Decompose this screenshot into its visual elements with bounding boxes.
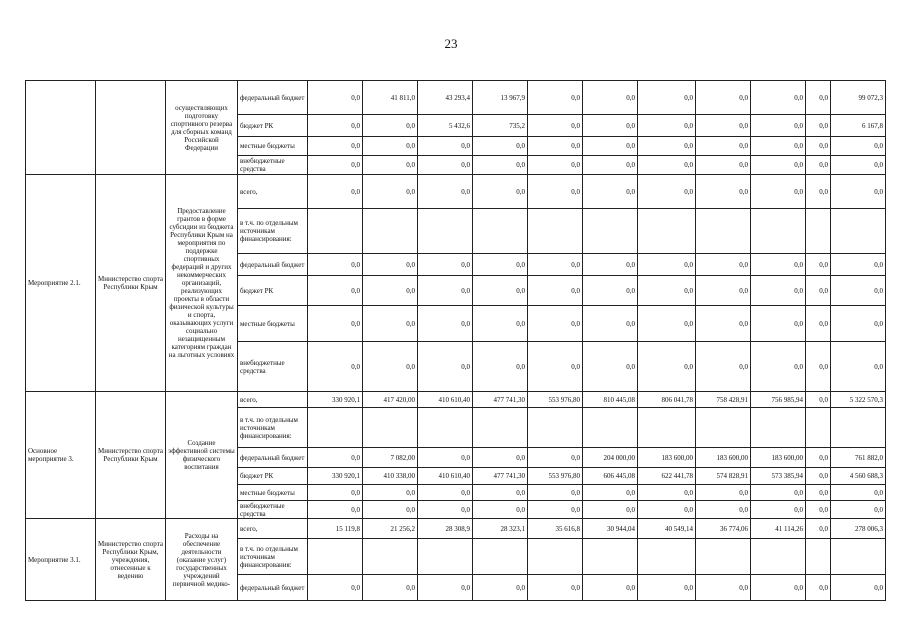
amount-cell: 0,0 (308, 156, 363, 175)
amount-cell (751, 408, 806, 448)
total-value-cell: 0,0 (831, 306, 886, 342)
amount-cell: 0,0 (473, 175, 528, 209)
amount-cell: 0,0 (418, 342, 473, 392)
amount-cell: 0,0 (418, 501, 473, 519)
amount-cell: 0,0 (308, 276, 363, 306)
total-value-cell: 0,0 (831, 156, 886, 175)
total-value-cell: 6 167,8 (831, 115, 886, 137)
funding-source-cell: федеральный бюджет (238, 254, 308, 276)
amount-cell: 0,0 (638, 81, 696, 115)
amount-cell: 0,0 (308, 137, 363, 156)
amount-cell: 0,0 (583, 115, 638, 137)
amount-cell (696, 209, 751, 254)
executor-cell: Министерство спорта Республики Крым, учреждения, отнесенные к ведению (96, 519, 166, 601)
amount-cell: 0,0 (528, 254, 583, 276)
amount-cell: 735,2 (473, 115, 528, 137)
amount-cell: 0,0 (418, 306, 473, 342)
amount-cell: 410 610,40 (418, 468, 473, 485)
amount-cell: 15 119,8 (308, 519, 363, 539)
total-value-cell (831, 408, 886, 448)
budget-table (25, 80, 886, 601)
funding-source-cell: местные бюджеты (238, 137, 308, 156)
amount-cell (638, 408, 696, 448)
amount-cell: 0,0 (638, 342, 696, 392)
amount-cell: 0,0 (583, 254, 638, 276)
amount-cell: 0,0 (308, 485, 363, 501)
amount-cell: 0,0 (308, 448, 363, 468)
amount-cell: 0,0 (806, 81, 831, 115)
amount-cell: 0,0 (696, 115, 751, 137)
funding-source-cell: федеральный бюджет (238, 448, 308, 468)
amount-cell: 0,0 (806, 501, 831, 519)
amount-cell: 574 828,91 (696, 468, 751, 485)
amount-cell: 0,0 (806, 392, 831, 408)
amount-cell: 0,0 (751, 175, 806, 209)
amount-cell: 0,0 (473, 306, 528, 342)
amount-cell (473, 209, 528, 254)
funding-source-cell: в т.ч. по отдельным источникам финансирования: (238, 408, 308, 448)
amount-cell: 0,0 (806, 485, 831, 501)
amount-cell: 0,0 (363, 254, 418, 276)
amount-cell: 0,0 (473, 448, 528, 468)
amount-cell: 0,0 (528, 115, 583, 137)
amount-cell: 0,0 (473, 575, 528, 601)
total-value-cell: 0,0 (831, 137, 886, 156)
total-value-cell (831, 209, 886, 254)
funding-source-cell: местные бюджеты (238, 306, 308, 342)
amount-cell: 0,0 (751, 575, 806, 601)
event-name-cell: Мероприятие 2.1. (26, 175, 96, 392)
amount-cell: 0,0 (528, 276, 583, 306)
amount-cell (418, 408, 473, 448)
amount-cell (583, 408, 638, 448)
amount-cell: 0,0 (638, 575, 696, 601)
table-row (26, 519, 886, 539)
amount-cell: 0,0 (308, 501, 363, 519)
amount-cell: 0,0 (751, 501, 806, 519)
total-value-cell: 0,0 (831, 575, 886, 601)
amount-cell: 0,0 (696, 575, 751, 601)
amount-cell (638, 539, 696, 575)
funding-source-cell: всего, (238, 392, 308, 408)
amount-cell: 40 549,14 (638, 519, 696, 539)
amount-cell: 0,0 (751, 115, 806, 137)
amount-cell: 0,0 (638, 254, 696, 276)
amount-cell: 0,0 (363, 485, 418, 501)
amount-cell: 0,0 (418, 276, 473, 306)
total-value-cell: 0,0 (831, 276, 886, 306)
amount-cell: 0,0 (806, 254, 831, 276)
amount-cell: 0,0 (473, 342, 528, 392)
amount-cell: 0,0 (363, 276, 418, 306)
amount-cell: 28 308,9 (418, 519, 473, 539)
executor-cell (96, 81, 166, 175)
amount-cell: 0,0 (806, 156, 831, 175)
funding-source-cell: в т.ч. по отдельным источникам финансирования: (238, 539, 308, 575)
table-row (26, 81, 886, 115)
amount-cell: 0,0 (473, 485, 528, 501)
amount-cell: 0,0 (528, 137, 583, 156)
amount-cell: 0,0 (806, 448, 831, 468)
executor-cell: Министерство спорта Республики Крым (96, 175, 166, 392)
amount-cell: 0,0 (473, 156, 528, 175)
amount-cell: 0,0 (308, 306, 363, 342)
event-name-cell: Основное мероприятие 3. (26, 392, 96, 519)
amount-cell: 0,0 (806, 115, 831, 137)
funding-source-cell: в т.ч. по отдельным источникам финансирования: (238, 209, 308, 254)
amount-cell: 0,0 (638, 175, 696, 209)
funding-source-cell: всего, (238, 519, 308, 539)
funding-source-cell: внебюджетные средства (238, 342, 308, 392)
amount-cell: 0,0 (308, 254, 363, 276)
amount-cell (528, 209, 583, 254)
amount-cell: 0,0 (308, 575, 363, 601)
amount-cell: 0,0 (696, 175, 751, 209)
amount-cell (473, 408, 528, 448)
amount-cell: 553 976,80 (528, 468, 583, 485)
amount-cell: 0,0 (363, 306, 418, 342)
amount-cell: 0,0 (751, 156, 806, 175)
amount-cell (583, 209, 638, 254)
table-row (26, 392, 886, 408)
amount-cell (751, 209, 806, 254)
amount-cell: 0,0 (418, 175, 473, 209)
amount-cell: 0,0 (806, 342, 831, 392)
funding-source-cell: федеральный бюджет (238, 81, 308, 115)
amount-cell: 0,0 (583, 81, 638, 115)
amount-cell: 183 600,00 (638, 448, 696, 468)
amount-cell: 7 082,00 (363, 448, 418, 468)
funding-source-cell: внебюджетные средства (238, 501, 308, 519)
amount-cell: 0,0 (696, 501, 751, 519)
amount-cell: 0,0 (638, 306, 696, 342)
funding-source-cell: всего, (238, 175, 308, 209)
amount-cell: 0,0 (418, 137, 473, 156)
amount-cell (638, 209, 696, 254)
amount-cell: 43 293,4 (418, 81, 473, 115)
amount-cell: 0,0 (806, 519, 831, 539)
amount-cell (806, 209, 831, 254)
amount-cell: 0,0 (583, 342, 638, 392)
amount-cell: 0,0 (583, 276, 638, 306)
amount-cell: 0,0 (528, 306, 583, 342)
page-number: 23 (444, 36, 458, 51)
amount-cell: 330 920,1 (308, 392, 363, 408)
amount-cell: 0,0 (583, 485, 638, 501)
amount-cell: 0,0 (418, 254, 473, 276)
amount-cell (528, 539, 583, 575)
amount-cell: 0,0 (806, 306, 831, 342)
amount-cell (473, 539, 528, 575)
amount-cell: 477 741,30 (473, 392, 528, 408)
amount-cell: 477 741,30 (473, 468, 528, 485)
amount-cell: 36 774,06 (696, 519, 751, 539)
amount-cell: 0,0 (696, 276, 751, 306)
amount-cell: 0,0 (528, 81, 583, 115)
total-value-cell (831, 539, 886, 575)
amount-cell: 0,0 (528, 175, 583, 209)
amount-cell: 0,0 (418, 156, 473, 175)
amount-cell: 0,0 (473, 137, 528, 156)
amount-cell: 553 976,80 (528, 392, 583, 408)
event-name-cell: Мероприятие 3.1. (26, 519, 96, 601)
amount-cell: 0,0 (751, 254, 806, 276)
amount-cell: 0,0 (806, 137, 831, 156)
amount-cell: 0,0 (583, 501, 638, 519)
amount-cell: 0,0 (751, 342, 806, 392)
amount-cell: 0,0 (751, 276, 806, 306)
amount-cell: 0,0 (638, 156, 696, 175)
amount-cell: 0,0 (363, 137, 418, 156)
amount-cell: 0,0 (473, 276, 528, 306)
amount-cell (751, 539, 806, 575)
amount-cell (806, 539, 831, 575)
amount-cell: 0,0 (583, 575, 638, 601)
amount-cell: 0,0 (308, 342, 363, 392)
amount-cell: 0,0 (363, 501, 418, 519)
amount-cell: 0,0 (638, 115, 696, 137)
total-value-cell: 4 560 688,3 (831, 468, 886, 485)
amount-cell: 330 920,1 (308, 468, 363, 485)
amount-cell: 35 616,8 (528, 519, 583, 539)
amount-cell: 0,0 (528, 342, 583, 392)
amount-cell: 0,0 (308, 81, 363, 115)
amount-cell: 0,0 (473, 254, 528, 276)
funding-source-cell: бюджет РК (238, 115, 308, 137)
amount-cell: 0,0 (696, 342, 751, 392)
amount-cell: 0,0 (363, 342, 418, 392)
description-cell: Предоставление грантов в форме субсидии из бюджета Республики Крым на мероприятия по поддержке спортивных федераций и других некоммерческих организаций, реализующих проекты в области физической культуры и спорта, оказывающих услуги социально незащищенным категориям граждан на льготных условиях (166, 175, 238, 392)
amount-cell (418, 209, 473, 254)
table-row (26, 175, 886, 209)
amount-cell: 204 000,00 (583, 448, 638, 468)
amount-cell: 5 432,6 (418, 115, 473, 137)
amount-cell (696, 408, 751, 448)
amount-cell: 41 811,0 (363, 81, 418, 115)
funding-source-cell: федеральный бюджет (238, 575, 308, 601)
amount-cell: 573 385,94 (751, 468, 806, 485)
amount-cell: 0,0 (638, 137, 696, 156)
amount-cell: 0,0 (363, 156, 418, 175)
amount-cell: 13 967,9 (473, 81, 528, 115)
amount-cell (696, 539, 751, 575)
amount-cell (363, 408, 418, 448)
amount-cell (418, 539, 473, 575)
amount-cell: 758 428,91 (696, 392, 751, 408)
amount-cell: 0,0 (418, 575, 473, 601)
amount-cell: 0,0 (751, 81, 806, 115)
description-cell: осуществляющих подготовку спортивного резерва для сборных команд Российской Федерации (166, 81, 238, 175)
amount-cell: 410 610,40 (418, 392, 473, 408)
amount-cell: 183 600,00 (696, 448, 751, 468)
funding-source-cell: бюджет РК (238, 468, 308, 485)
total-value-cell: 278 006,3 (831, 519, 886, 539)
amount-cell: 0,0 (696, 306, 751, 342)
funding-source-cell: местные бюджеты (238, 485, 308, 501)
amount-cell: 0,0 (473, 501, 528, 519)
amount-cell: 0,0 (696, 137, 751, 156)
amount-cell: 0,0 (363, 575, 418, 601)
total-value-cell: 0,0 (831, 175, 886, 209)
total-value-cell: 0,0 (831, 501, 886, 519)
total-value-cell: 5 322 570,3 (831, 392, 886, 408)
amount-cell: 0,0 (528, 501, 583, 519)
amount-cell: 0,0 (696, 485, 751, 501)
total-value-cell: 0,0 (831, 254, 886, 276)
amount-cell: 417 420,00 (363, 392, 418, 408)
amount-cell: 0,0 (363, 115, 418, 137)
amount-cell: 0,0 (806, 276, 831, 306)
total-value-cell: 761 882,0 (831, 448, 886, 468)
amount-cell: 606 445,08 (583, 468, 638, 485)
amount-cell: 0,0 (308, 175, 363, 209)
total-value-cell: 0,0 (831, 342, 886, 392)
amount-cell (308, 209, 363, 254)
amount-cell (528, 408, 583, 448)
executor-cell: Министерство спорта Республики Крым (96, 392, 166, 519)
amount-cell: 0,0 (751, 306, 806, 342)
amount-cell: 806 041,78 (638, 392, 696, 408)
amount-cell: 0,0 (583, 306, 638, 342)
amount-cell: 0,0 (751, 137, 806, 156)
amount-cell: 622 441,78 (638, 468, 696, 485)
amount-cell: 0,0 (806, 175, 831, 209)
amount-cell: 410 338,00 (363, 468, 418, 485)
amount-cell: 0,0 (751, 485, 806, 501)
amount-cell: 0,0 (638, 501, 696, 519)
amount-cell: 30 944,04 (583, 519, 638, 539)
amount-cell: 0,0 (308, 115, 363, 137)
amount-cell (308, 408, 363, 448)
funding-source-cell: бюджет РК (238, 276, 308, 306)
amount-cell: 0,0 (418, 448, 473, 468)
event-name-cell (26, 81, 96, 175)
table-body (26, 81, 886, 601)
amount-cell: 0,0 (696, 81, 751, 115)
amount-cell (363, 539, 418, 575)
total-value-cell: 0,0 (831, 485, 886, 501)
description-cell: Создание эффективной системы физического воспитания (166, 392, 238, 519)
amount-cell: 0,0 (583, 137, 638, 156)
total-value-cell: 99 072,3 (831, 81, 886, 115)
amount-cell: 28 323,1 (473, 519, 528, 539)
funding-source-cell: внебюджетные средства (238, 156, 308, 175)
amount-cell: 0,0 (528, 156, 583, 175)
amount-cell: 183 600,00 (751, 448, 806, 468)
amount-cell: 810 445,08 (583, 392, 638, 408)
amount-cell: 0,0 (418, 485, 473, 501)
amount-cell: 0,0 (528, 448, 583, 468)
amount-cell: 0,0 (528, 485, 583, 501)
amount-cell: 0,0 (696, 156, 751, 175)
amount-cell (308, 539, 363, 575)
amount-cell: 0,0 (583, 156, 638, 175)
amount-cell (583, 539, 638, 575)
amount-cell: 756 985,94 (751, 392, 806, 408)
amount-cell: 0,0 (583, 175, 638, 209)
amount-cell: 0,0 (638, 485, 696, 501)
amount-cell: 0,0 (638, 276, 696, 306)
amount-cell: 0,0 (528, 575, 583, 601)
amount-cell (363, 209, 418, 254)
amount-cell: 0,0 (363, 175, 418, 209)
description-cell: Расходы на обеспечение деятельности (оказание услуг) государственных учреждений первичной медико- (166, 519, 238, 601)
amount-cell: 0,0 (806, 468, 831, 485)
amount-cell: 0,0 (696, 254, 751, 276)
amount-cell: 41 114,26 (751, 519, 806, 539)
amount-cell (806, 408, 831, 448)
amount-cell: 21 256,2 (363, 519, 418, 539)
amount-cell: 0,0 (806, 575, 831, 601)
